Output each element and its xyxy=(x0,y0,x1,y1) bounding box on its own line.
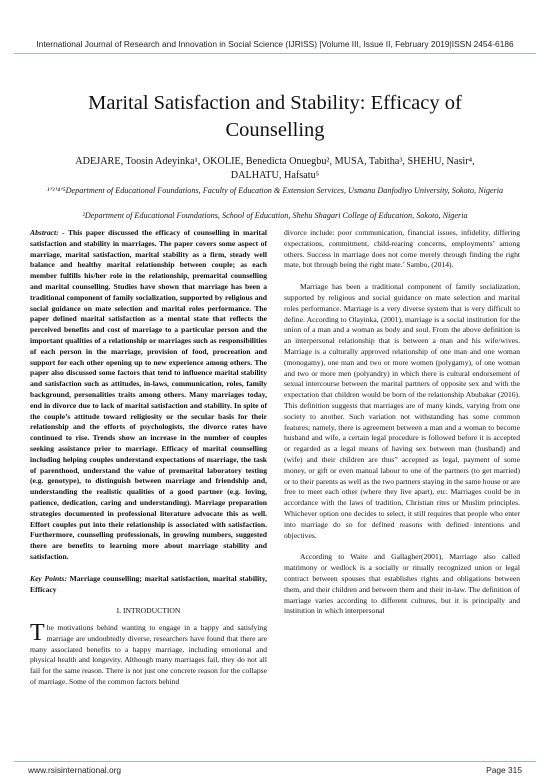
footer-rule xyxy=(14,761,536,762)
abstract-text: This paper discussed the efficacy of counselling in marital satisfaction and stability in marriages. The paper covers some aspect of marriage, marital satisfaction, marital stability as a firm, steady well balance and healthy marital relationship between couple; as each member fulfills his/her role in the relationship, premarital counselling and marital counselling. Studies have shown that marriage has been a traditional component of family socialization, supported by religious and social guidance on mate selection and marital roles performance. The paper defined marital satisfaction as a mental state that reflects the perceived benefits and cost of marriage to a particular person and the important qualities of a relationship or marriages such as responsibilities of each person in the marriage, provision of food, procreation and support for each other opening up to new experience among others. The paper also discussed some factors that tend to influence marital stability and satisfaction such as attitudes, in-laws, communication, roles, family background, personalities traits among others. Many marriages today, end in divorce due to lack of marital satisfaction and stability. In spite of the couple’s attitude toward religiosity or the secular basis for their relationship and the efforts of psychologists, the divorce rates have continued to rise. Trends show an increase in the number of couples seeking assistance prior to marriage. Efficacy of marital counselling including helping couples understand expectations of marriage, the task of parenthood, understand the value of premarital laboratory testing (e.g. genotype), to distinguish between marriage and friendship and, understanding the realistic qualities of a good partner (e.g. loving, patience, dedication, caring and understanding). Marriage preparation strategies documented in professional literature advocate this as well. Effort couples put into their relationship is associated with satisfaction. Furthermore, counselling professionals, in growing numbers, suggested there are benefits to learning more about marriage stability and satisfaction. xyxy=(30,228,267,561)
right-column xyxy=(284,228,520,617)
intro-paragraph xyxy=(30,620,267,688)
affiliation-2: ²Department of Educational Foundations, School of Education, Shehu Shagari College of Education, Sokoto, Nigeria xyxy=(82,211,468,220)
key-points xyxy=(30,574,267,596)
paper-title xyxy=(0,90,550,144)
left-column xyxy=(30,228,267,688)
body-paragraph-1: divorce include: poor communication, financial issues, infidelity, differing expectations, commitment, child-rearing concerns, employments’ among others. Success in marriage does not come merely through finding the right mate, but through being the right mate.’ Sambo, (2014). xyxy=(284,228,520,270)
intro-text: he motivations behind wanting to engage in a happy and satisfying marriage are undoubtedly diverse, researchers have found that there are many associated benefits to a happy marriage, including emotional and physical health and longevity. Although many marriages fail, they do not all fail for the same reason. There is not just one concrete reason for the collapse of marriage. Some of the common factors behind xyxy=(30,623,267,687)
drop-cap: T xyxy=(30,620,45,647)
publisher-url: www.rsisinternational.org xyxy=(28,765,122,775)
abstract-label: Abstract: - xyxy=(30,228,65,237)
title-line-1: Marital Satisfaction and Stability: Efficacy of xyxy=(88,92,462,114)
section-heading-introduction: I. INTRODUCTION xyxy=(116,606,181,616)
body-paragraph-2: Marriage has been a traditional component of family socialization, supported by religious and social guidance on mate selection and marital roles performance. Marriage is a very diverse system that is very difficult to define. According to Olayinka, (2001), marriage is a social institution for the union of a man and a woman as body and soul. From the above definition is an interpersonal relationship that is between a man and his wife/wives. Marriage is a culturally approved relationship of one man and one woman (monogamy), one man and two or more women (polygamy), of one woman and two or more men (polyandry) in which there is cultural endorsement of sexual intercourse between the marital partners of opposite sex and with the expectation that children would be born of the relationship Abubakar (2016). This definition suggests that marriages are of many kinds, varying from one society to another. Such variation not withstanding has some common features; namely, there is agreement between a man and a woman to become husband and wife, a certain legal procedure is followed before it is accepted or regarded as a legal means of having sex between man (husband) and (wife) and their children are thus” accepted as legal, payment of some money, or gift or even manual labour to one of the partners (to get married) or to their parents as well as the two partners staying in the same house or are free to meet each other (where they live apart), etc. Marriages could be in accordance with the laws of tradition, Christian rites or Muslim principles. Whichever option one decides to select, it still requires that people who enter into marriage do so for defined reasons with defined intentions and objectives. xyxy=(284,282,520,540)
key-points-label: Key Points: xyxy=(30,573,67,583)
authors-line-1: ADEJARE, Toosin Adeyinka¹, OKOLIE, Benedicta Onuegbu², MUSA, Tabitha³, SHEHU, Nasir⁴, xyxy=(75,156,475,167)
affiliation-1: ¹ʼ³ʼ⁴ʼ⁵Department of Educational Foundations, Faculty of Education & Extension Services, Usmanu Danfodiyo University, Sokoto, Nigeria xyxy=(46,186,504,195)
page-number: Page 315 xyxy=(486,765,522,775)
author-list xyxy=(20,155,530,183)
authors-line-2: DALHATU, Hafsatu⁵ xyxy=(230,170,320,181)
key-points-text: Marriage counselling; marital satisfaction, marital stability, Efficacy xyxy=(30,573,267,594)
abstract xyxy=(30,228,267,563)
title-line-2: Counselling xyxy=(225,119,325,141)
header-rule xyxy=(14,53,536,54)
journal-header: International Journal of Research and Innovation in Social Science (IJRISS) |Volume III, Issue II, February 2019|ISSN 2454-6186 xyxy=(36,39,514,49)
body-paragraph-3: According to Waite and Gallagher(2001), Marriage also called matrimony or wedlock is a socially or ritually recognized union or legal contract between spouses that establishes rights and obligations between them, and their children and between them and their in-law. The definition of marriage varies according to different cultures, but it is principally and institution in which interpersonal xyxy=(284,552,520,616)
